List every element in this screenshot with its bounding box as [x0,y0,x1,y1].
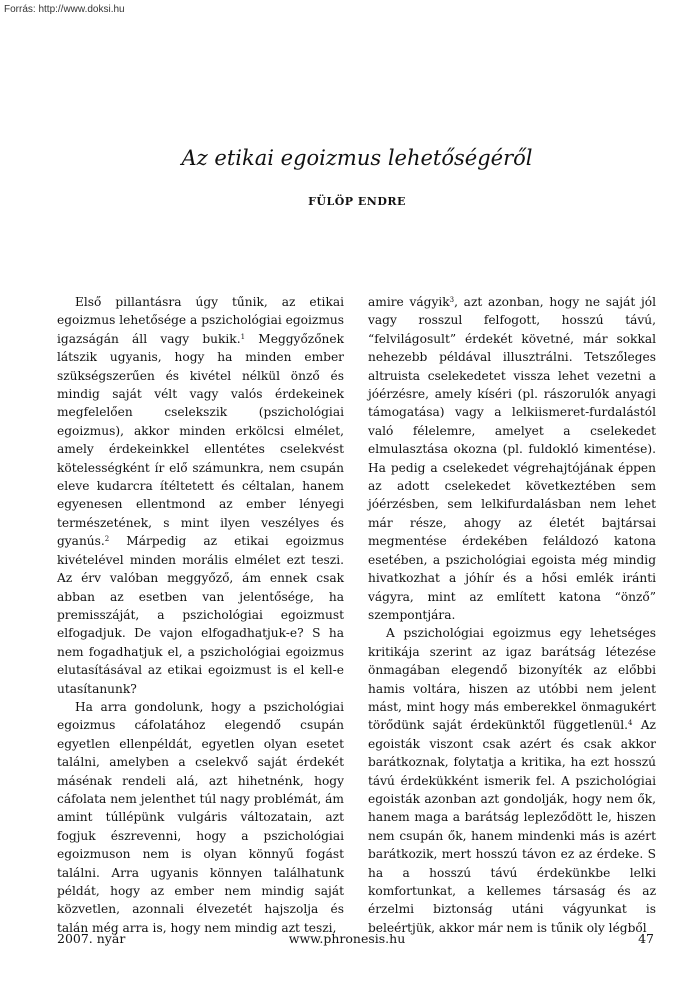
footnote-ref: 4 [627,719,633,728]
text-run: A pszichológiai egoizmus egy lehetséges kritikája szerint az igaz barátság létezése önmagában elegendő bizonyíték az előbbi hamis voltára, hiszen az utóbbi nem jelent mást, mint hogy más emberekkel önmagukért törődünk saját érdekünktől függetlenül. [368,626,656,733]
right-column [368,293,656,937]
left-column [57,293,344,937]
source-label: Forrás: http://www.doksi.hu [4,4,125,15]
article-title: Az etikai egoizmus lehetőségéről [181,146,533,170]
text-run: amire vágyik [368,295,450,309]
text-run: Első pillantásra úgy tűnik, az etikai egoizmus lehetősége a pszichológiai egoizmus igazságán áll vagy bukik. [57,295,344,346]
text-run: Meggyőzőnek látszik ugyanis, hogy ha minden ember szükségszerűen és kivétel nélkül önző és mindig saját vélt vagy valós érdekeinek megfelelően cselekszik (pszichológiai egoizmus), akkor minden erkölcsi elmélet, amely érdekeinkkel ellentétes cselekvést kötelességként ír elő számunkra, nem csupán eleve kudarcra ítéltetett és céltalan, hanem egyenesen ellentmond az ember lényegi természetének, s mint ilyen veszélyes és gyanús. [57,331,344,549]
footer-website: www.phronesis.hu [288,931,406,946]
text-run: , azt azonban, hogy ne saját jól vagy rosszul felfogott, hosszú távú, “felvilágosult” érdekét követné, már sokkal nehezebb példával illusztrálni. Tetszőleges altruista cselekedetet vissza lehet vezetni a jóérzésre, amely kíséri (pl. rászorulók anyagi támogatása) vagy a lelkiismeret-furdalástól való félelemre, amelyet a cselekedet elmulasztása okozna (pl. fuldokló kimentése). Ha pedig a cselekedet végrehajtójának éppen az adott cselekedet következtében sem jóérzésben, sem lelkifurdalásban nem lehet már része, ahogy az életét bajtársai megmentése érdekében feláldozó katona esetében, a pszichológiai egoista még mindig hivatkozhat a jóhír és a hősi emlék iránti vágyra, mint az említett katona “önző” szempontjára. [368,295,656,622]
left-paragraph-2: Ha arra gondolunk, hogy a pszichológiai egoizmus cáfolatához elegendő csupán egyetlen ellenpéldát, egyetlen olyan esetet találni, amelyben a cselekvő saját érdekét másénak rendeli alá, azt hihetnénk, hogy cáfolata nem jelenthet túl nagy problémát, ám amint túllépünk vulgáris változatain, azt fogjuk észrevenni, hogy a pszichológiai egoizmuson nem is olyan könnyű fogást találni. Arra ugyanis könnyen találhatunk példát, hogy az ember nem mindig saját közvetlen, azonnali élvezetét hajszolja és talán még arra is, hogy nem mindig azt teszi, [57,699,344,935]
text-run: Márpedig az etikai egoizmus kivételével minden morális elmélet ezt teszi. Az érv valóban meggyőző, ám ennek csak abban az esetben van jelentősége, ha premisszáját, a pszichológiai egoizmust elfogadjuk. De vajon elfogadhatjuk-e? S ha nem fogadhatjuk el, a pszichológiai egoizmus elutasításával az etikai egoizmust is el kell-e utasítanunk? [57,534,344,696]
article-author: FÜLÖP ENDRE [308,195,406,208]
right-paragraph-1 [368,293,656,624]
footnote-ref: 1 [240,332,246,341]
footer-date: 2007. nyár [57,931,126,946]
left-paragraph-1 [57,293,344,698]
footnote-ref: 2 [104,535,110,544]
footnote-ref: 3 [449,296,455,304]
right-paragraph-2 [368,624,656,937]
text-run: Az egoisták viszont csak azért és csak akkor barátkoznak, folytatja a kritika, ha ezt hosszú távú érdekükként ismerik fel. A pszichológiai egoisták azonban azt gondolják, hogy nem ők, hanem maga a barátság lepleződött le, hiszen nem csupán ők, hanem mindenki más is azért barátkozik, mert hosszú távon ez az érdeke. S ha a hosszú távú érdekünkbe lelki komfortunkat, a kellemes társaság és az érzelmi biztonság utáni vágyunkat is beleértjük, akkor már nem is tűnik oly légből [368,718,656,935]
page-number: 47 [638,931,654,946]
